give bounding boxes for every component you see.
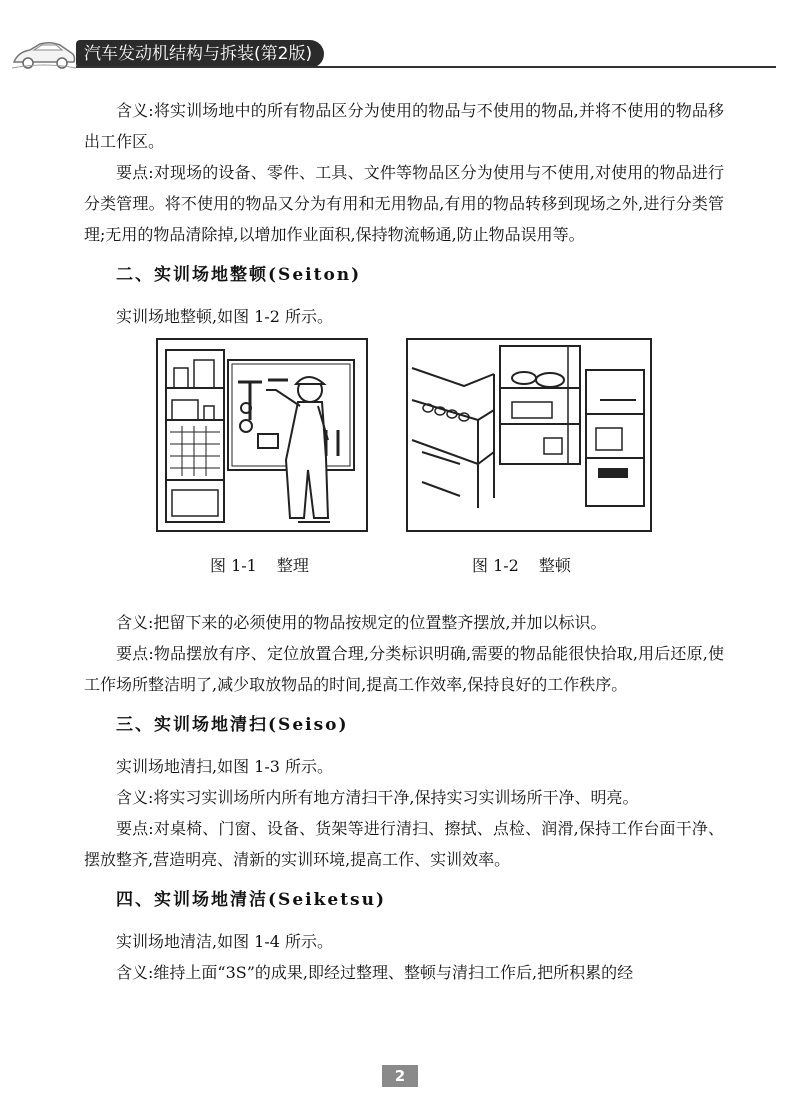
car-logo-icon	[10, 32, 78, 72]
figure-row	[84, 338, 724, 603]
section-heading-seiketsu: 四、实训场地清洁(Seiketsu)	[116, 890, 387, 910]
paragraph: 含义:将实训场地中的所有物品区分为使用的物品与不使用的物品,并将不使用的物品移出工作区。	[84, 101, 724, 151]
paragraph: 要点:对桌椅、门窗、设备、货架等进行清扫、擦拭、点检、润滑,保持工作台面干净、摆放整齐,营造明亮、清新的实训环境,提高工作、实训效率。	[84, 819, 724, 869]
figure-sort-illustration	[156, 338, 368, 532]
figure-caption-1-1	[210, 550, 309, 581]
figure-caption-1-2	[472, 550, 571, 581]
paragraph: 含义:把留下来的必须使用的物品按规定的位置整齐摆放,并加以标识。	[116, 613, 607, 632]
paragraph: 实训场地整顿,如图 1-2 所示。	[116, 307, 334, 326]
caption-number: 图 1-1	[210, 556, 257, 575]
book-title: 汽车发动机结构与拆装(第2版)	[76, 40, 324, 68]
page-body	[84, 95, 724, 988]
caption-label: 整理	[276, 556, 309, 575]
page-number: 2	[382, 1065, 418, 1087]
caption-label: 整顿	[538, 556, 571, 575]
shelves-drawers-drawing	[408, 340, 650, 530]
caption-number: 图 1-2	[472, 556, 519, 575]
paragraph: 含义:维持上面“3S”的成果,即经过整理、整顿与清扫工作后,把所积累的经	[116, 963, 634, 982]
paragraph: 实训场地清扫,如图 1-3 所示。	[116, 757, 334, 776]
worker-tool-board-drawing	[158, 340, 366, 530]
section-heading-seiton: 二、实训场地整顿(Seiton)	[116, 265, 362, 285]
paragraph: 要点:物品摆放有序、定位放置合理,分类标识明确,需要的物品能很快拾取,用后还原,使工作场所整洁明了,减少取放物品的时间,提高工作效率,保持良好的工作秩序。	[84, 644, 724, 694]
paragraph: 要点:对现场的设备、零件、工具、文件等物品区分为使用与不使用,对使用的物品进行分类管理。将不使用的物品又分为有用和无用物品,有用的物品转移到现场之外,进行分类管理;无用的物品清除掉,以增加作业面积,保持物流畅通,防止物品误用等。	[84, 163, 724, 244]
section-heading-seiso: 三、实训场地清扫(Seiso)	[116, 715, 349, 735]
page-header	[0, 0, 790, 80]
paragraph: 含义:将实习实训场所内所有地方清扫干净,保持实习实训场所干净、明亮。	[116, 788, 639, 807]
paragraph: 实训场地清洁,如图 1-4 所示。	[116, 932, 334, 951]
figure-order-illustration	[406, 338, 652, 532]
header-rule	[76, 66, 776, 68]
